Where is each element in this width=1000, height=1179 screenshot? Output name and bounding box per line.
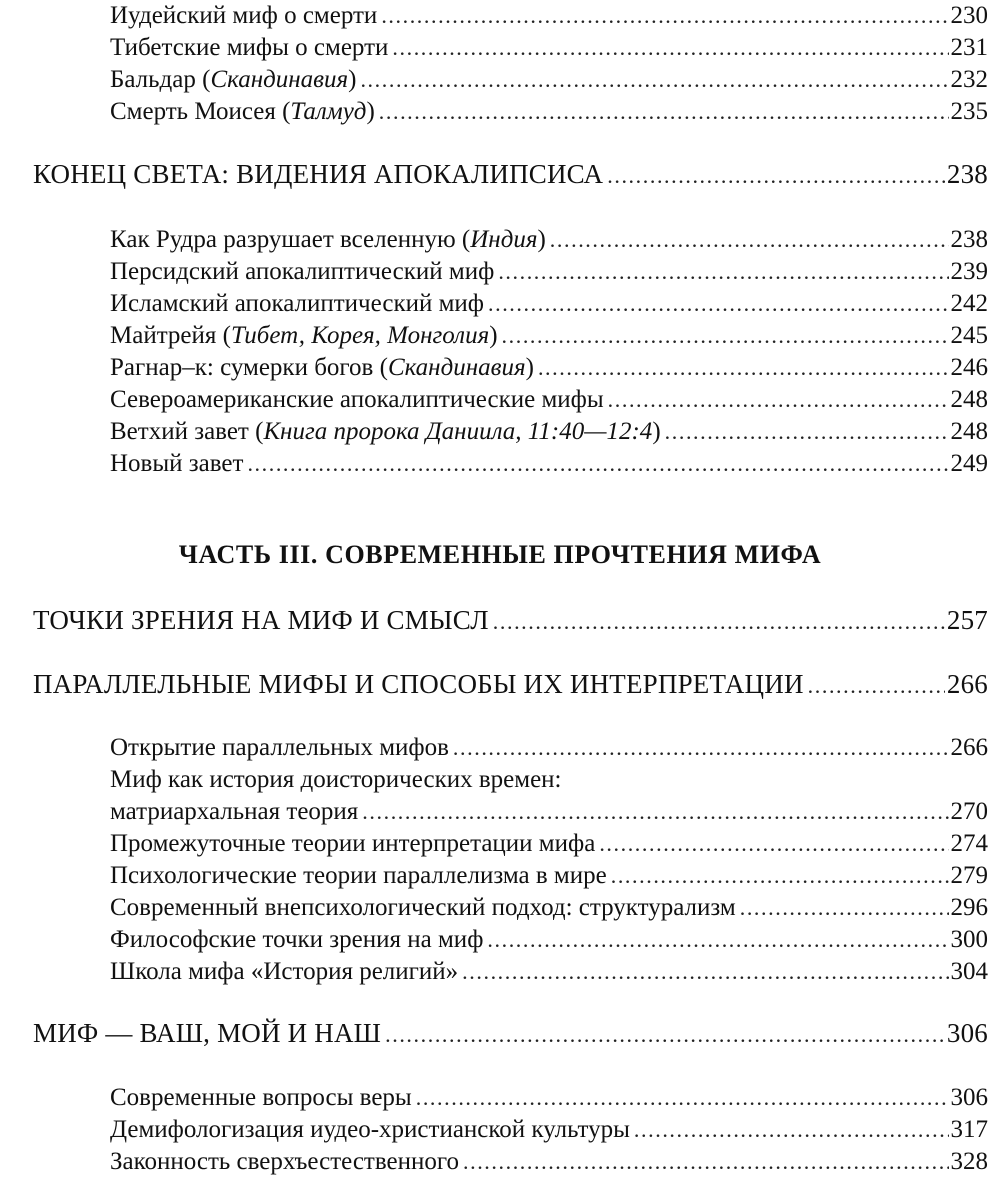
section-title: ПАРАЛЛЕЛЬНЫЕ МИФЫ И СПОСОБЫ ИХ ИНТЕРПРЕТАЦИИ xyxy=(33,669,804,699)
entry-title: Смерть Моисея (Талмуд) xyxy=(110,98,375,125)
entry-title: Законность сверхъестественного xyxy=(110,1148,459,1175)
dot-leader xyxy=(487,929,948,951)
dot-leader xyxy=(247,453,948,475)
toc-section xyxy=(33,607,988,634)
section-title: КОНЕЦ СВЕТА: ВИДЕНИЯ АПОКАЛИПСИСА xyxy=(33,159,604,189)
entry-page: 246 xyxy=(950,354,988,381)
entry-title: Демифологизация иудео-христианской культуры xyxy=(110,1116,630,1143)
dot-leader xyxy=(808,675,945,697)
toc-entry xyxy=(110,1149,988,1174)
entry-page: 266 xyxy=(950,734,988,761)
entry-title: Философские точки зрения на миф xyxy=(110,926,484,953)
entry-title: Майтрейя (Тибет, Корея, Монголия) xyxy=(110,322,498,349)
entry-region: Скандинавия xyxy=(210,66,349,93)
entry-region: Индия xyxy=(470,226,538,253)
toc-entry xyxy=(110,735,988,760)
entry-title: Иудейский миф о смерти xyxy=(110,2,378,29)
entry-page: 239 xyxy=(950,258,988,285)
entry-page: 300 xyxy=(950,926,988,953)
entry-title: матриархальная теория xyxy=(110,798,359,825)
entry-title: Североамериканские апокалиптические мифы xyxy=(110,386,604,413)
dot-leader xyxy=(550,229,949,251)
entry-title: Рагнар–к: сумерки богов (Скандинавия) xyxy=(110,354,534,381)
dot-leader xyxy=(740,897,949,919)
toc-entry xyxy=(110,959,988,984)
toc-entry xyxy=(110,895,988,920)
entry-page: 317 xyxy=(950,1116,988,1143)
toc-entry xyxy=(110,355,988,380)
section-title: ТОЧКИ ЗРЕНИЯ НА МИФ И СМЫСЛ xyxy=(33,605,489,635)
entry-title: Как Рудра разрушает вселенную (Индия) xyxy=(110,226,546,253)
dot-leader xyxy=(362,801,948,823)
dot-leader xyxy=(453,737,949,759)
entry-title: Персидский апокалиптический миф xyxy=(110,258,495,285)
entry-page: 232 xyxy=(950,66,988,93)
entry-title: Тибетские мифы о смерти xyxy=(110,34,389,61)
dot-leader xyxy=(607,165,945,187)
toc-entry xyxy=(110,419,988,444)
toc-section xyxy=(33,161,988,188)
toc-section xyxy=(33,671,988,698)
entry-title: Ветхий завет (Книга пророка Даниила, 11:40—12:4) xyxy=(110,418,661,445)
toc-section xyxy=(33,1020,988,1047)
dot-leader xyxy=(665,421,949,443)
toc-entry xyxy=(110,35,988,60)
entry-page: 304 xyxy=(950,958,988,985)
toc-entry xyxy=(110,3,988,28)
toc-entry xyxy=(110,927,988,952)
dot-leader xyxy=(634,1119,949,1141)
entry-title: Новый завет xyxy=(110,450,244,477)
dot-leader xyxy=(608,389,949,411)
part-title: ЧАСТЬ III. СОВРЕМЕННЫЕ ПРОЧТЕНИЯ МИФА xyxy=(178,540,822,569)
toc-entry xyxy=(110,259,988,284)
entry-page: 231 xyxy=(950,34,988,61)
dot-leader xyxy=(599,833,948,855)
dot-leader xyxy=(416,1087,949,1109)
entry-page: 245 xyxy=(950,322,988,349)
toc-entry xyxy=(110,67,988,92)
dot-leader xyxy=(611,865,949,887)
entry-title: Школа мифа «История религий» xyxy=(110,958,459,985)
section-title: МИФ — ВАШ, МОЙ И НАШ xyxy=(33,1018,382,1048)
entry-page: 248 xyxy=(950,418,988,445)
entry-page: 274 xyxy=(950,830,988,857)
entry-title: Промежуточные теории интерпретации мифа xyxy=(110,830,596,857)
dot-leader xyxy=(493,611,945,633)
entry-page: 306 xyxy=(950,1084,988,1111)
entry-title: Бальдар (Скандинавия) xyxy=(110,66,357,93)
entry-page: 235 xyxy=(950,98,988,125)
entry-title: Современный внепсихологический подход: структурализм xyxy=(110,894,736,921)
dot-leader xyxy=(488,293,949,315)
dot-leader xyxy=(379,101,949,123)
section-page: 266 xyxy=(946,669,988,699)
entry-region: Тибет, Корея, Монголия xyxy=(230,322,490,349)
toc-entry xyxy=(110,831,988,856)
toc-entry xyxy=(110,451,988,476)
entry-page: 296 xyxy=(950,894,988,921)
entry-region: Талмуд xyxy=(290,98,367,125)
toc-entry xyxy=(110,799,988,824)
toc-entry xyxy=(110,99,988,124)
toc-entry xyxy=(110,291,988,316)
entry-page: 242 xyxy=(950,290,988,317)
entry-page: 230 xyxy=(950,2,988,29)
section-page: 306 xyxy=(946,1018,988,1048)
entry-page: 328 xyxy=(950,1148,988,1175)
entry-page: 279 xyxy=(950,862,988,889)
dot-leader xyxy=(360,69,948,91)
section-page: 238 xyxy=(946,159,988,189)
toc-entry xyxy=(110,1117,988,1142)
dot-leader xyxy=(498,261,948,283)
section-page: 257 xyxy=(946,605,988,635)
dot-leader xyxy=(463,1151,949,1173)
dot-leader xyxy=(385,1024,945,1046)
toc-entry xyxy=(110,1085,988,1110)
entry-title: Современные вопросы веры xyxy=(110,1084,412,1111)
entry-page: 238 xyxy=(950,226,988,253)
dot-leader xyxy=(502,325,949,347)
entry-page: 249 xyxy=(950,450,988,477)
entry-region: Книга пророка Даниила, 11:40—12:4 xyxy=(263,418,653,445)
toc-entry xyxy=(110,863,988,888)
entry-region: Скандинавия xyxy=(387,354,526,381)
dot-leader xyxy=(392,37,948,59)
entry-title: Открытие параллельных мифов xyxy=(110,734,449,761)
dot-leader xyxy=(381,5,948,27)
dot-leader xyxy=(538,357,949,379)
entry-page: 270 xyxy=(950,798,988,825)
toc-entry xyxy=(110,323,988,348)
dot-leader xyxy=(462,961,948,983)
toc-entry xyxy=(110,227,988,252)
entry-title-line: Миф как история доисторических времен: xyxy=(110,766,562,793)
entry-page: 248 xyxy=(950,386,988,413)
entry-title: Психологические теории параллелизма в мире xyxy=(110,862,607,889)
toc-entry xyxy=(110,387,988,412)
entry-title: Исламский апокалиптический миф xyxy=(110,290,484,317)
